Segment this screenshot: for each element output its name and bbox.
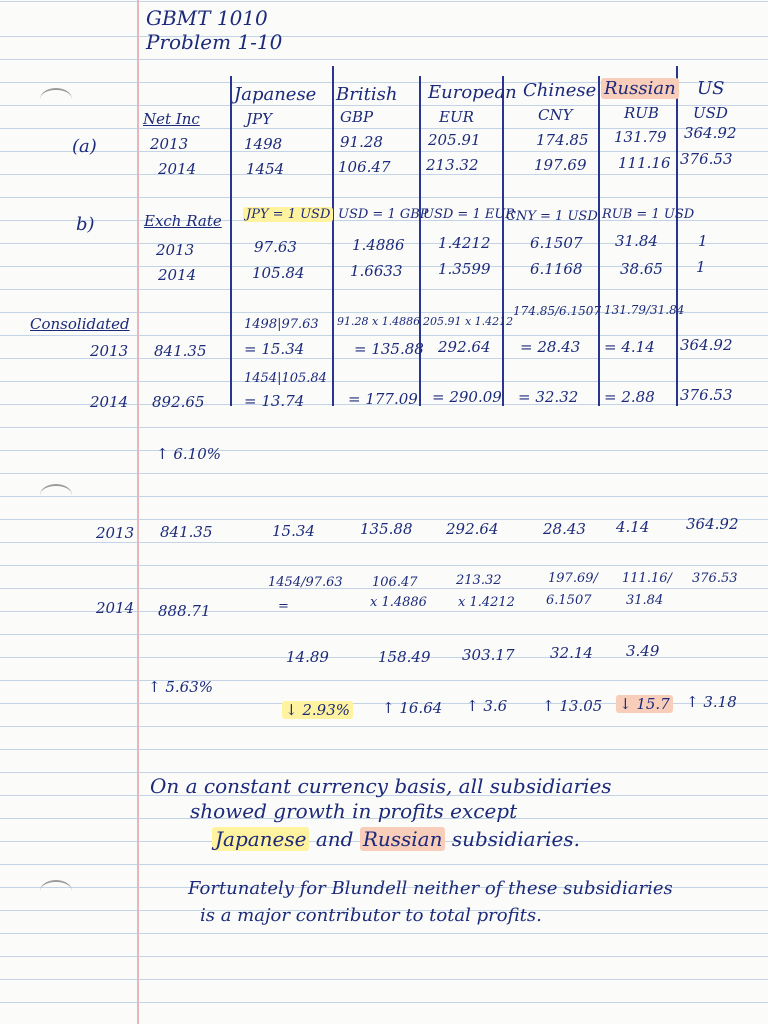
cell: 106.47 [338,158,391,176]
cell: 376.53 [680,150,733,168]
change-cny: ↑ 13.05 [542,697,603,715]
cell: 1.6633 [350,262,403,280]
change-rub: ↓ 15.7 [616,695,673,713]
part-b-label: b) [76,214,95,235]
cell: 303.17 [462,646,515,664]
formula: 205.91 x 1.4212 [423,315,514,328]
column-divider [332,66,334,406]
cell: 1498 [244,135,283,153]
rate-label-eur: USD = 1 EUR [423,207,516,222]
cell: 91.28 [340,133,383,151]
cell: 292.64 [446,520,499,538]
formula: 197.69/ [548,571,598,586]
year-label: 2013 [90,342,129,360]
cell: 3.49 [626,642,660,660]
cell: 1 [696,258,706,276]
part-a-label: (a) [72,136,97,157]
cell: 1.4886 [352,236,405,254]
col-code-rub: RUB [624,104,659,122]
cell: 364.92 [684,124,737,142]
problem-title: Problem 1-10 [146,30,283,54]
cell: 31.84 [615,232,658,250]
conclusion-word: and [315,827,354,851]
conclusion-line-3 [212,829,580,849]
cell: 1.4212 [438,234,491,252]
conclusion-line-2: showed growth in profits except [190,799,518,823]
conclusion-line-5: is a major contributor to total profits. [200,905,542,926]
formula: 91.28 x 1.4886 [337,315,421,328]
cell: 1454 [246,160,285,178]
year-label: 2014 [158,160,197,178]
col-code-eur: EUR [439,108,474,126]
cell: 38.65 [620,260,663,278]
col-code-cny: CNY [538,106,573,124]
formula: 1498|97.63 [244,317,319,332]
cell: 1.3599 [438,260,491,278]
cell: 205.91 [428,131,481,149]
constant-total: 888.71 [158,602,211,620]
year-label: 2013 [96,524,135,542]
consolidated-label: Consolidated [30,315,130,333]
margin-line [137,0,139,1024]
col-name-chinese: Chinese [523,80,597,101]
year-label: 2014 [90,393,129,411]
cell: 97.63 [254,238,297,256]
consolidated-growth: ↑ 6.10% [156,445,221,463]
cell: 292.64 [438,338,491,356]
cell: 364.92 [686,515,739,533]
formula: 1454|105.84 [244,371,327,386]
consolidated-total: 841.35 [154,342,207,360]
constant-total: 841.35 [160,523,213,541]
cell: 32.14 [550,644,593,662]
rate-label-cny: CNY = 1 USD [506,209,598,224]
cell: 6.1507 [530,234,583,252]
consolidated-total: 892.65 [152,393,205,411]
conclusion-line-1: On a constant currency basis, all subsidiaries [150,774,612,798]
column-divider [598,76,600,406]
formula: 174.85/6.1507 [513,304,602,318]
punch-hole [40,484,72,506]
column-divider [230,76,232,406]
constant-growth: ↑ 5.63% [148,678,213,696]
formula: 31.84 [626,593,664,608]
formula: 6.1507 [546,593,592,608]
net-inc-header: Net Inc [143,110,200,128]
cell: 4.14 [616,518,650,536]
formula: x 1.4886 [370,595,427,610]
exch-rate-header: Exch Rate [144,212,222,230]
formula: = [278,599,289,614]
cell: = 4.14 [604,338,655,356]
year-label: 2014 [158,266,197,284]
cell: = 177.09 [348,390,418,408]
formula: 376.53 [692,571,738,586]
highlight-japanese: Japanese [212,827,309,851]
cell: = 135.88 [354,340,424,358]
cell: 174.85 [536,131,589,149]
col-code-gbp: GBP [340,108,374,126]
cell: 105.84 [252,264,305,282]
cell: = 15.34 [244,340,305,358]
cell: 111.16 [618,154,671,172]
cell: 158.49 [378,648,431,666]
cell: = 13.74 [244,392,305,410]
col-code-usd: USD [693,104,728,122]
formula: 111.16/ [622,571,672,586]
cell: 6.1168 [530,260,583,278]
rate-label-rub: RUB = 1 USD [602,207,695,222]
col-name-european: European [428,82,517,103]
cell: = 290.09 [432,388,502,406]
formula: 106.47 [372,575,418,590]
conclusion-line-4: Fortunately for Blundell neither of these subsidiaries [188,878,673,899]
col-name-japanese: Japanese [234,84,317,105]
cell: 364.92 [680,336,733,354]
formula: 213.32 [456,573,502,588]
formula: 1454/97.63 [268,575,343,590]
punch-hole [40,88,72,110]
formula: x 1.4212 [458,595,515,610]
cell: = 32.32 [518,388,579,406]
cell: = 28.43 [520,338,581,356]
cell: 376.53 [680,386,733,404]
change-jpy: ↓ 2.93% [282,701,353,719]
cell: = 2.88 [604,388,655,406]
change-gbp: ↑ 16.64 [382,699,443,717]
rate-label-jpy: JPY = 1 USD [243,207,333,222]
col-code-jpy: JPY [246,110,273,128]
col-name-british: British [336,84,398,105]
cell: 213.32 [426,156,479,174]
rate-label-gbp: USD = 1 GBP [338,207,429,222]
highlight-russian: Russian [360,827,446,851]
column-divider [502,76,504,406]
formula: 131.79/31.84 [604,303,685,317]
col-name-us: US [697,78,725,99]
course-title: GBMT 1010 [146,6,268,30]
cell: 14.89 [286,648,329,666]
year-label: 2014 [96,599,135,617]
cell: 15.34 [272,522,315,540]
cell: 1 [698,232,708,250]
conclusion-word: subsidiaries. [451,827,580,851]
cell: 197.69 [534,156,587,174]
column-divider [676,66,678,406]
cell: 28.43 [543,520,586,538]
cell: 135.88 [360,520,413,538]
cell: 131.79 [614,128,667,146]
year-label: 2013 [150,135,189,153]
year-label: 2013 [156,241,195,259]
punch-hole [40,880,72,902]
change-usd: ↑ 3.18 [686,693,737,711]
change-eur: ↑ 3.6 [466,697,508,715]
col-name-russian: Russian [601,78,679,99]
